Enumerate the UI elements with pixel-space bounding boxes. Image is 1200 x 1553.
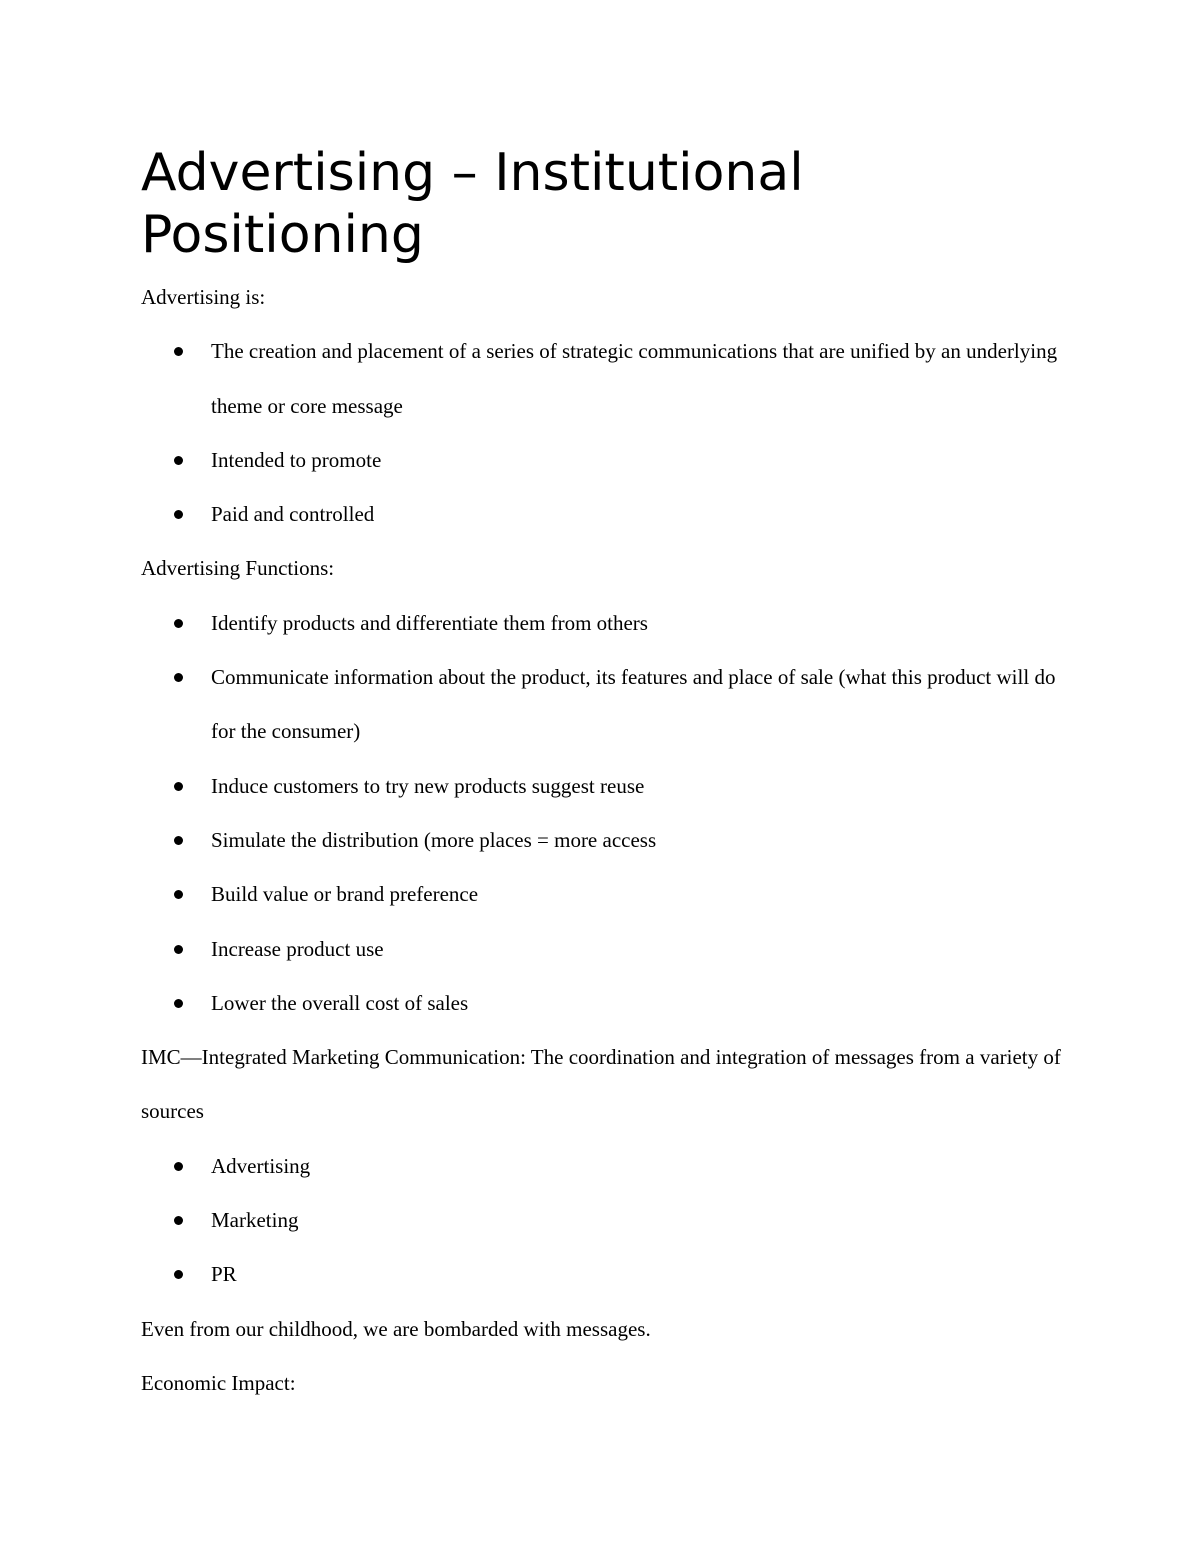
bullet-icon: [174, 347, 183, 356]
list-item-text: Identify products and differentiate them from others: [211, 610, 648, 635]
bullet-icon: [174, 456, 183, 465]
definition-heading: Advertising is:: [141, 285, 266, 309]
list-item: [141, 324, 1081, 433]
bullet-icon: [174, 619, 183, 628]
list-item-text: Build value or brand preference: [211, 882, 479, 907]
bullet-icon: [174, 999, 183, 1008]
bullet-icon: [174, 1162, 183, 1171]
bullet-icon: [174, 1270, 183, 1279]
list-item: [141, 1139, 1081, 1193]
document-content: [141, 142, 1081, 1410]
bullet-icon: [174, 890, 183, 899]
economic-impact-heading: Economic Impact:: [141, 1370, 296, 1395]
list-item: [141, 1247, 1081, 1301]
list-item-text: PR: [211, 1262, 237, 1287]
bullet-icon: [174, 673, 183, 682]
list-item: [141, 759, 1081, 813]
list-item: [141, 1193, 1081, 1247]
bullet-icon: [174, 782, 183, 791]
imc-heading: IMC—Integrated Marketing Communication: The coordination and integration of messages from a variety of sources: [141, 1045, 1061, 1124]
list-item-text: Simulate the distribution (more places = more access: [211, 827, 657, 852]
list-item: [141, 596, 1081, 650]
list-item-text: Paid and controlled: [211, 502, 375, 527]
title-line-1: Advertising – Institutional: [141, 143, 804, 203]
list-item: [141, 867, 1081, 921]
list-item-text: Induce customers to try new products suggest reuse: [211, 773, 645, 798]
list-item-text: Lower the overall cost of sales: [211, 990, 469, 1015]
list-item-text: Communicate information about the product, its features and place of sale (what this product will do for the consumer): [211, 665, 1056, 744]
imc-list: [141, 1139, 1081, 1302]
list-item-text: Marketing: [211, 1208, 299, 1233]
list-item: [141, 922, 1081, 976]
bullet-icon: [174, 1216, 183, 1225]
document-title: [141, 142, 1081, 266]
list-item: [141, 433, 1081, 487]
list-item: [141, 813, 1081, 867]
childhood-paragraph: Even from our childhood, we are bombarded with messages.: [141, 1316, 651, 1341]
bullet-icon: [174, 836, 183, 845]
list-item: [141, 650, 1081, 759]
list-item-text: Advertising: [211, 1153, 311, 1178]
title-line-2: Positioning: [141, 205, 424, 265]
list-item-text: Intended to promote: [211, 447, 382, 472]
list-item: [141, 976, 1081, 1030]
list-item-text: The creation and placement of a series of strategic communications that are unified by an underlying theme or core message: [211, 339, 1058, 418]
list-item-text: Increase product use: [211, 936, 384, 961]
definition-list: [141, 324, 1081, 541]
list-item: [141, 487, 1081, 541]
bullet-icon: [174, 945, 183, 954]
bullet-icon: [174, 510, 183, 519]
functions-list: [141, 596, 1081, 1030]
functions-heading: Advertising Functions:: [141, 556, 335, 581]
